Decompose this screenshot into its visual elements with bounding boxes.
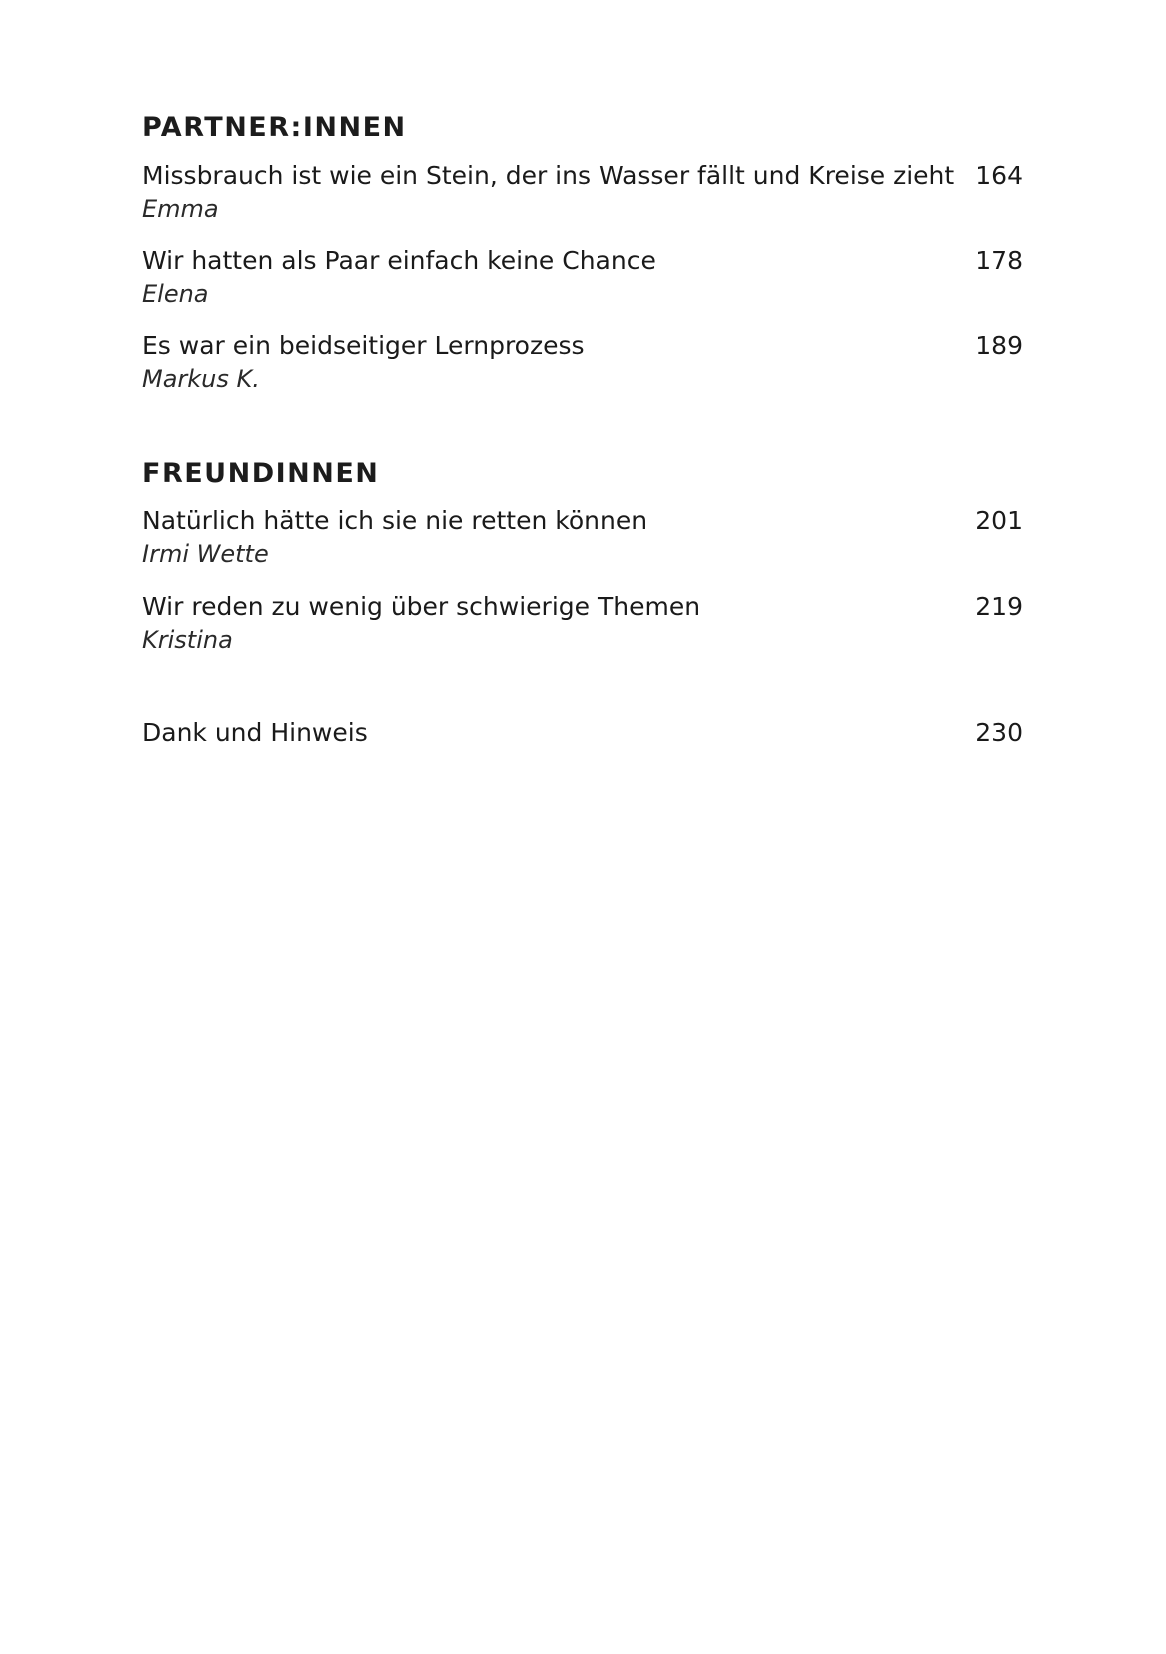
closing-entry-title: Dank und Hinweis (142, 718, 368, 747)
entry-page-number: 164 (975, 161, 1023, 190)
entry-title: Missbrauch ist wie ein Stein, der ins Wasser fällt und Kreise zieht (142, 161, 955, 190)
entry-title: Natürlich hätte ich sie nie retten können (142, 506, 648, 535)
entry-author: Emma (142, 195, 219, 223)
entry-title: Wir reden zu wenig über schwierige Themen (142, 592, 701, 621)
entry-author: Markus K. (142, 365, 260, 393)
entry-page-number: 189 (975, 331, 1023, 360)
entry-author: Irmi Wette (142, 540, 269, 568)
section-heading-partnerinnen: PARTNER:INNEN (142, 112, 407, 143)
closing-entry-page-number: 230 (975, 718, 1023, 747)
entry-author: Kristina (142, 626, 233, 654)
section-heading-freundinnen: FREUNDINNEN (142, 458, 380, 489)
entry-title: Wir hatten als Paar einfach keine Chance (142, 246, 656, 275)
entry-page-number: 219 (975, 592, 1023, 621)
entry-author: Elena (142, 280, 209, 308)
entry-title: Es war ein beidseitiger Lernprozess (142, 331, 585, 360)
entry-page-number: 178 (975, 246, 1023, 275)
entry-page-number: 201 (975, 506, 1023, 535)
